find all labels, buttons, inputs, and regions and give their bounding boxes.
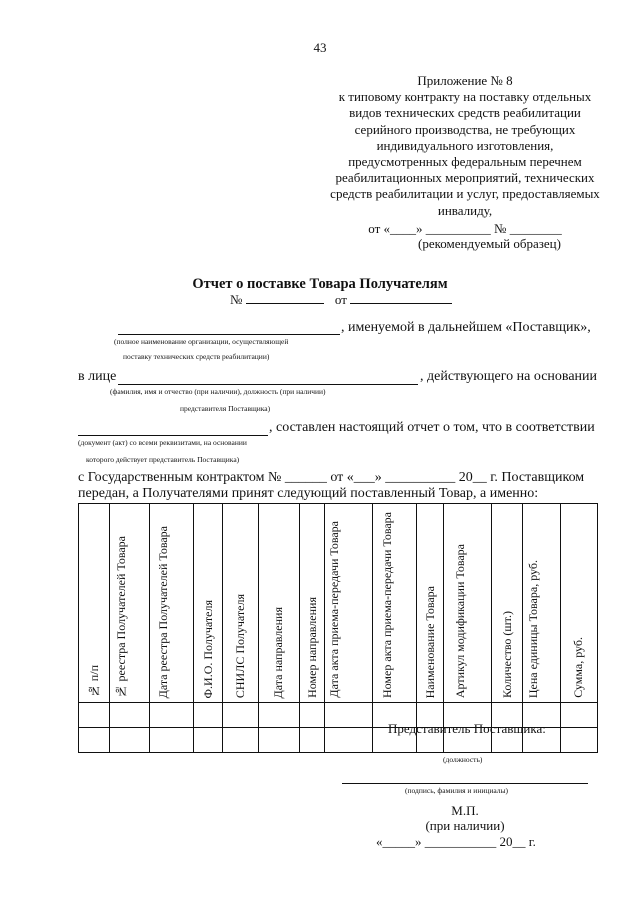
document-field[interactable] (78, 435, 268, 436)
appendix-line: реабилитационных мероприятий, технических (335, 170, 595, 186)
column-header: СНИЛС Получателя (223, 504, 258, 703)
goods-table (78, 503, 598, 753)
sample-note: (рекомендуемый образец) (418, 236, 561, 251)
appendix-line: инвалиду, (437, 202, 493, 218)
number-label: № (230, 292, 243, 307)
person-suffix: , действующего на основании (420, 369, 598, 384)
supplier-caption: поставку технических средств реабилитации) (123, 352, 270, 361)
document-suffix: , составлен настоящий отчет о том, что в соответствии (269, 420, 595, 435)
report-number-line (230, 292, 452, 308)
supplier-text: , именуемой в дальнейшем «Поставщик», (341, 320, 591, 335)
person-prefix: в лице (78, 369, 117, 384)
signature-date: «_____» ___________ 20__ г. (376, 834, 536, 849)
table-header-row (79, 504, 598, 703)
column-header: Дата акта приема-передачи Товара (324, 504, 372, 703)
appendix-date: от «____» __________ № ________ (368, 220, 562, 236)
position-field[interactable] (342, 752, 588, 753)
page-number: 43 (313, 40, 327, 55)
appendix-line: средств реабилитации и услуг, предоставляемых (330, 186, 600, 202)
stamp-label: М.П. (451, 803, 479, 818)
column-header: Артикул модификации Товара (444, 504, 492, 703)
person-field[interactable] (118, 384, 418, 385)
signature-caption: (подпись, фамилия и инициалы) (405, 786, 509, 795)
column-header: Количество (шт.) (492, 504, 523, 703)
column-header: Дата реестра Получателей Товара (149, 504, 194, 703)
column-header: № реестра Получателей Товара (110, 504, 149, 703)
appendix-line: видов технических средств реабилитации (349, 105, 581, 121)
representative-label: Представитель Поставщика: (388, 721, 546, 736)
column-header: Цена единицы Товара, руб. (523, 504, 560, 703)
appendix-line: предусмотренных федеральным перечнем (348, 154, 582, 170)
appendix-header (330, 73, 600, 237)
supplier-caption: (полное наименование организации, осуществляющей (114, 337, 289, 346)
appendix-line: к типовому контракту на поставку отдельных (338, 89, 592, 105)
date-field[interactable] (350, 292, 452, 304)
contract-line: с Государственным контрактом № ______ от «___» __________ 20__ г. Поставщиком (78, 470, 585, 485)
column-header: Сумма, руб. (560, 504, 597, 703)
stamp-note: (при наличии) (425, 818, 505, 833)
appendix-line: Приложение № 8 (417, 73, 513, 88)
person-caption: (фамилия, имя и отчество (при наличии), должность (при наличии) (110, 387, 326, 396)
signature-field[interactable] (342, 783, 588, 784)
position-caption: (должность) (443, 755, 483, 764)
column-header: Дата направления (258, 504, 300, 703)
column-header: Номер направления (300, 504, 325, 703)
supplier-name-field[interactable] (118, 334, 340, 335)
document-caption: которого действует представитель Поставщика) (86, 455, 240, 464)
date-label: от (334, 292, 347, 307)
report-title: Отчет о поставке Товара Получателям (192, 276, 448, 292)
number-field[interactable] (246, 292, 324, 304)
column-header: Наименование Товара (417, 504, 444, 703)
column-header: Ф.И.О. Получателя (194, 504, 223, 703)
column-header: № п/п (79, 504, 110, 703)
contract-line: передан, а Получателями принят следующий поставленный Товар, а именно: (78, 486, 539, 501)
appendix-line: серийного производства, не требующих (354, 121, 576, 137)
column-header: Номер акта приема-передачи Товара (372, 504, 417, 703)
person-caption: представителя Поставщика) (180, 404, 271, 413)
appendix-line: индивидуального изготовления, (376, 137, 554, 153)
document-caption: (документ (акт) со всеми реквизитами, на основании (78, 438, 247, 447)
